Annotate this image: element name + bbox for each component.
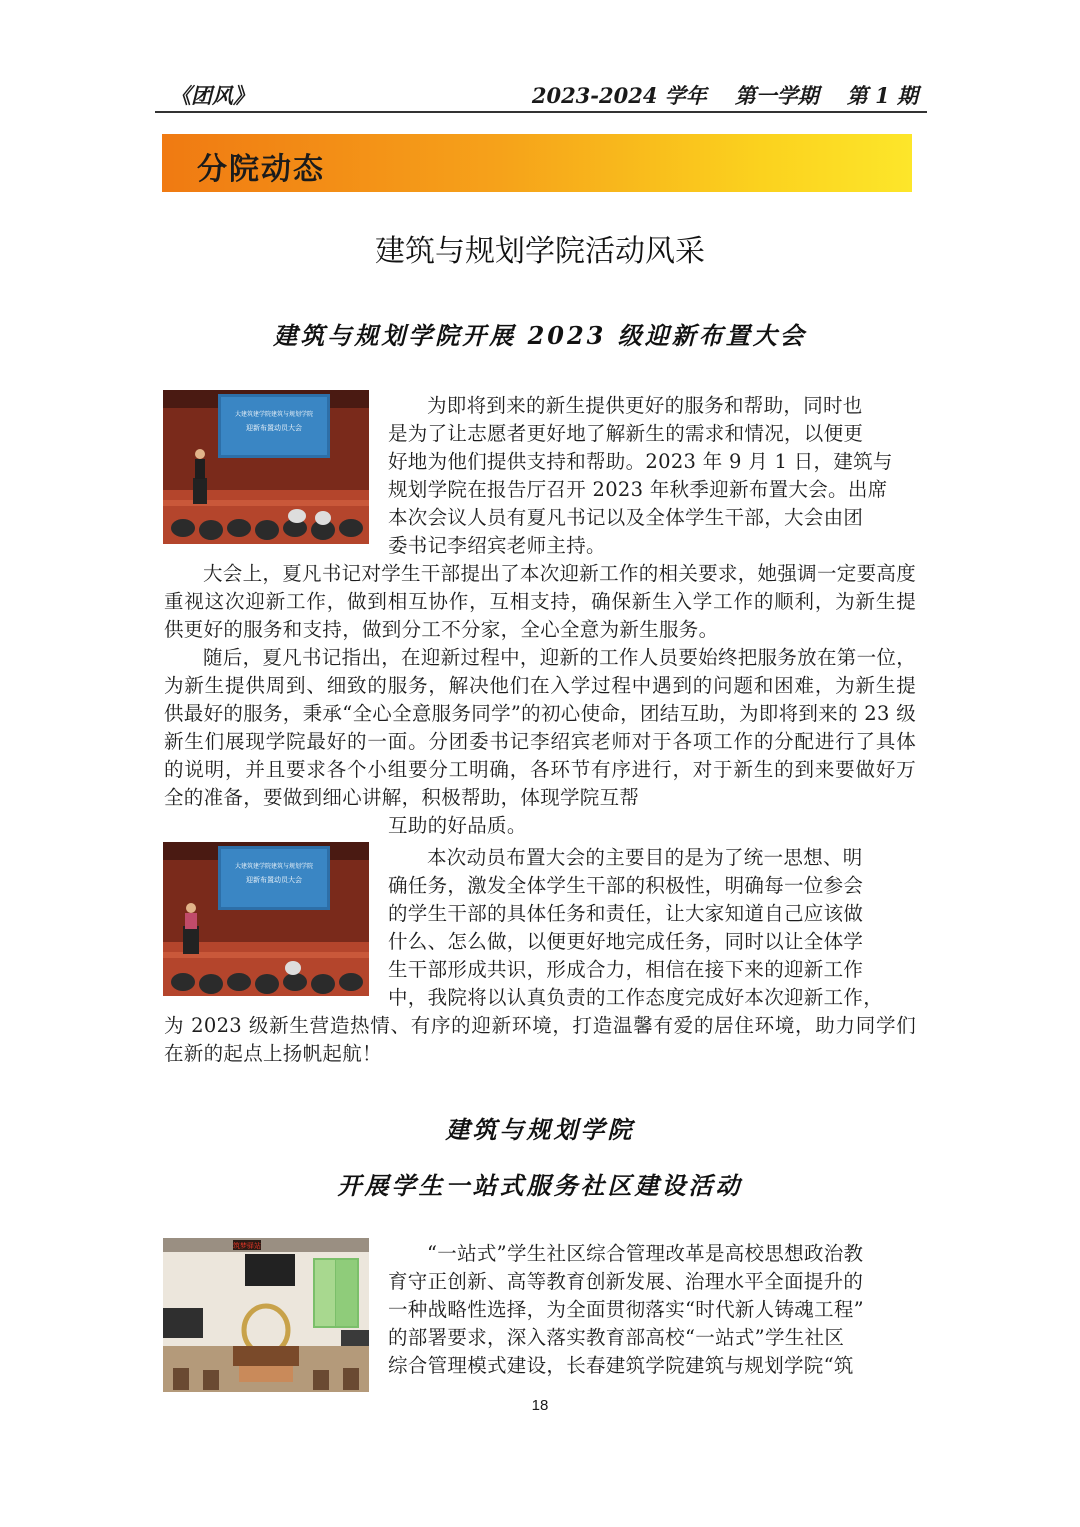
text-line: 什么、怎么做，以便更好地完成任务，同时以让全体学 (388, 930, 864, 953)
term-label: 第一学期 (734, 83, 819, 108)
text-line: 规划学院在报告厅召开 2023 年秋季迎新布置大会。出席 (388, 478, 888, 501)
page-title: 建筑与规划学院活动风采 (375, 234, 705, 269)
text-line: 的部署要求，深入落实教育部高校“一站式”学生社区 (388, 1326, 845, 1349)
text-line: 委书记李绍宾老师主持。 (388, 534, 606, 557)
academic-year: 2023-2024 学年 (531, 83, 707, 108)
text-fragment: 助的好品质。 (407, 814, 527, 837)
article1-paragraph4-end: 为 2023 级新生营造热情、有序的迎新环境，打造温馨有爱的居住环境，助力同学们在新的起点上扬帆起航！ (164, 1014, 916, 1065)
text-line: 本次会议人员有夏凡书记以及全体学生干部，大会由团 (388, 506, 864, 529)
text-line: 是为了让志愿者更好地了解新生的需求和情况，以便更 (388, 422, 864, 445)
photo-auditorium-meeting-2 (163, 842, 369, 996)
article1-title: 建筑与规划学院开展 2023 级迎新布置大会 (273, 321, 807, 350)
header-divider (155, 111, 927, 113)
text-line: 一种战略性选择，为全面贯彻落实“时代新人铸魂工程” (388, 1298, 864, 1321)
screen-text-line2: 迎新布置动员大会 (246, 876, 302, 884)
text-line: 的学生干部的具体任务和责任，让大家知道自己应该做 (388, 902, 864, 925)
photo-auditorium-meeting-1 (163, 390, 369, 544)
section-banner (162, 134, 912, 192)
page-number: 18 (531, 1397, 549, 1414)
section-banner-label: 分院动态 (197, 152, 325, 187)
text-line: 生干部形成共识，形成合力，相信在接下来的迎新工作 (388, 958, 864, 981)
article2-title-line1: 建筑与规划学院 (445, 1115, 635, 1144)
text-line: 育守正创新、高等教育创新发展、治理水平全面提升的 (388, 1270, 864, 1293)
screen-text-line1: 大建筑建学院建筑与规划学院 (234, 863, 314, 870)
article1-paragraph2: 大会上，夏凡书记对学生干部提出了本次迎新工作的相关要求，她强调一定要高度重视这次迎新工作，做到相互协作，互相支持，确保新生入学工作的顺利，为新生提供更好的服务和支持，做到分工不分家，全心全意为新生服务。 (164, 562, 916, 641)
photo-student-community-lounge (163, 1238, 369, 1392)
text-fragment: 互 (388, 814, 408, 837)
text-line: 为即将到来的新生提供更好的服务和帮助，同时也 (427, 394, 863, 417)
article1-paragraph3-end (388, 812, 916, 840)
issue-info (532, 80, 918, 110)
article1-paragraph3: 随后，夏凡书记指出，在迎新过程中，迎新的工作人员要始终把服务放在第一位，为新生提供周到、细致的服务，解决他们在入学过程中遇到的问题和困难，为新生提供最好的服务，秉承“全心全意服务同学”的初心使命，团结互助，为即将到来的 23 级新生们展现学院最好的一面。分团委书记李绍宾老师对于各项工作的分配进行了具体的说明，并且要求各个小组要分工明确，各环节有序进行，对于新生的到来要做好万全的准备，要做到细心讲解，积极帮助，体现学院互帮 (164, 646, 916, 809)
article2-paragraph1 (388, 1240, 916, 1380)
screen-text-line2: 迎新布置动员大会 (246, 424, 302, 432)
text-line: 本次动员布置大会的主要目的是为了统一思想、明 (427, 846, 863, 869)
text-line: 确任务，激发全体学生干部的积极性，明确每一位参会 (388, 874, 864, 897)
article2-title-line2: 开展学生一站式服务社区建设活动 (337, 1171, 743, 1200)
screen-text-line1: 大建筑建学院建筑与规划学院 (234, 411, 314, 418)
text-line: 综合管理模式建设，长春建筑学院建筑与规划学院“筑 (388, 1354, 854, 1377)
article1-paragraph4 (388, 844, 916, 1012)
issue-number: 第 1 期 (846, 83, 918, 108)
text-line: 好地为他们提供支持和帮助。2023 年 9 月 1 日，建筑与 (388, 450, 893, 473)
sign-text: 筑梦驿站 (233, 1242, 261, 1250)
text-line: “一站式”学生社区综合管理改革是高校思想政治教 (427, 1242, 864, 1265)
article1-paragraph1 (388, 392, 916, 560)
text-line: 中，我院将以认真负责的工作态度完成好本次迎新工作， (388, 986, 884, 1009)
journal-name: 《团风》 (170, 83, 254, 108)
